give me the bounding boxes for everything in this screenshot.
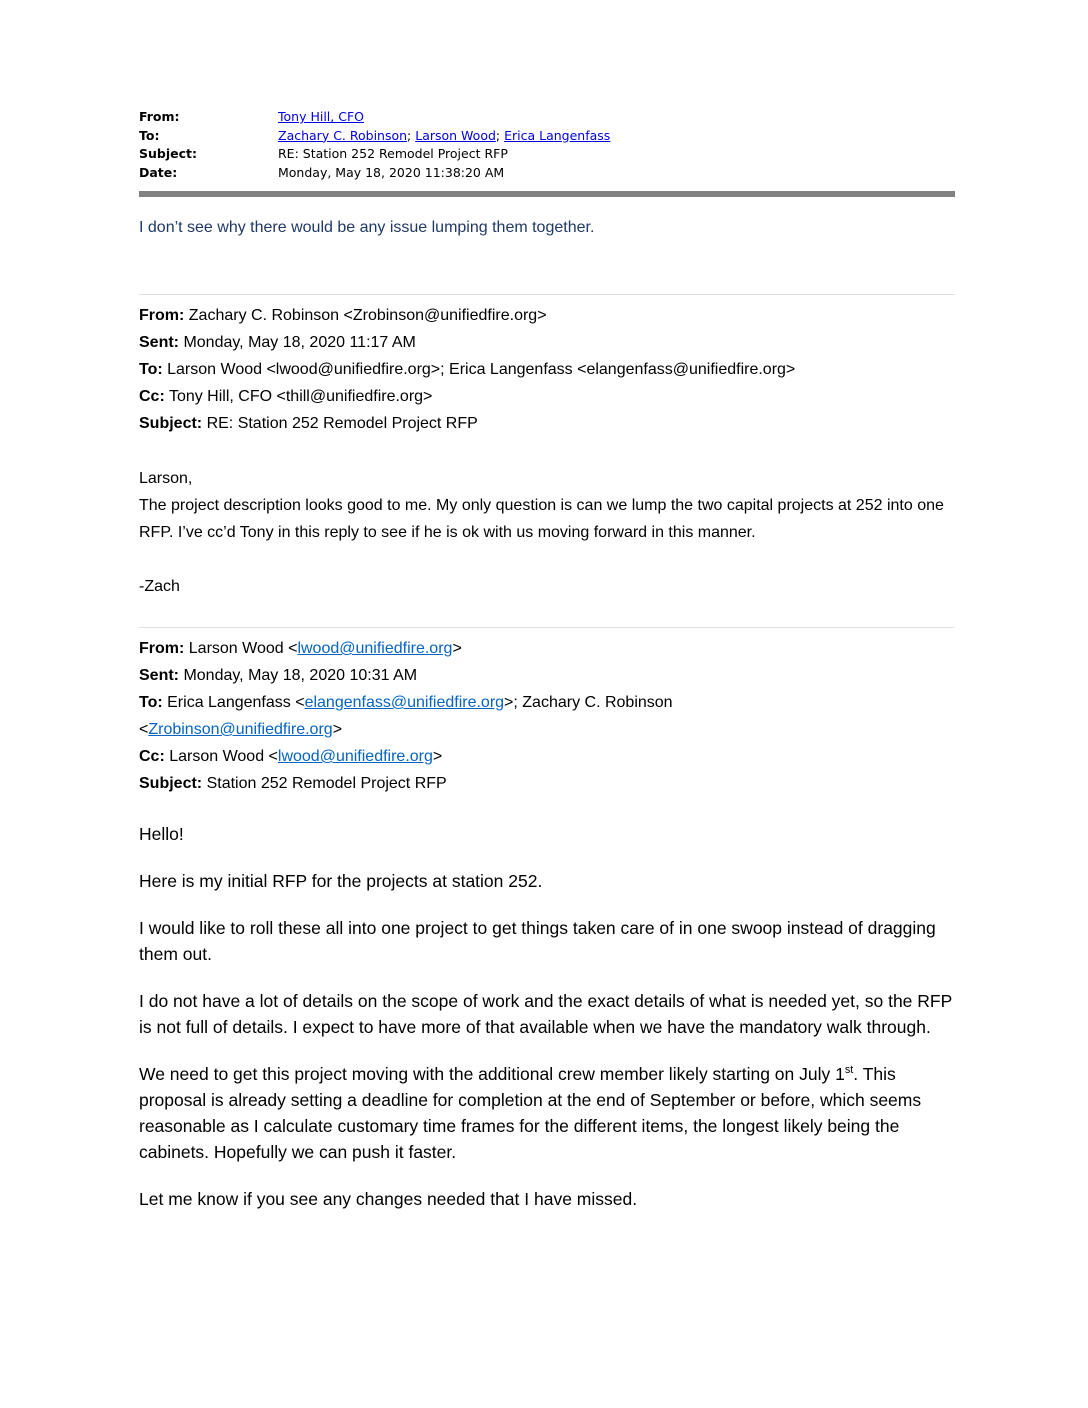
paragraph: I would like to roll these all into one project to get things taken care of in one swoop instead of dragging them out. — [139, 918, 936, 964]
from-label: From: — [139, 640, 185, 657]
to-post: > — [332, 721, 343, 738]
section-divider — [139, 627, 955, 628]
sent-value: Monday, May 18, 2020 11:17 AM — [179, 334, 416, 351]
cc-pre: Larson Wood < — [164, 748, 278, 765]
email2-from-line — [139, 302, 955, 329]
paragraph: Here is my initial RFP for the projects at station 252. — [139, 871, 543, 891]
subject-value: RE: Station 252 Remodel Project RFP — [202, 415, 478, 432]
email3-subject-line — [139, 770, 955, 797]
header-divider — [139, 191, 955, 197]
message-header — [139, 108, 955, 182]
recipient-separator: ; — [495, 127, 505, 143]
ordinal-superscript: st — [844, 1064, 854, 1077]
date-value: Monday, May 18, 2020 11:38:20 AM — [278, 164, 505, 180]
paragraph: I do not have a lot of details on the scope of work and the exact details of what is needed yet, so the RFP is not full of details. I expect to have more of that available when we have the mandatory walk through. — [139, 991, 952, 1037]
recipient-separator: ; — [407, 127, 416, 143]
email3-header — [139, 635, 955, 797]
paragraph-text: . This proposal is already setting a deadline for completion at the end of September or before, which seems reasonable as I calculate customary time frames for the different items, the longest likely being the cabinets. Hopefully we can push it faster. — [139, 1064, 922, 1162]
recipient-link-larson-wood[interactable]: Larson Wood — [415, 127, 496, 143]
cc-value: Tony Hill, CFO <thill@unifiedfire.org> — [164, 388, 433, 405]
paragraph — [139, 1061, 955, 1165]
header-field-date — [139, 164, 955, 183]
to-label: To: — [139, 361, 163, 378]
subject-value: RE: Station 252 Remodel Project RFP — [278, 146, 508, 161]
paragraph: Let me know if you see any changes needed that I have missed. — [139, 1189, 638, 1209]
from-label: From: — [139, 109, 180, 124]
to-wrap-pre: < — [139, 721, 149, 738]
sent-label: Sent: — [139, 667, 179, 684]
to-value: Larson Wood <lwood@unifiedfire.org>; Erica Langenfass <elangenfass@unifiedfire.org> — [162, 361, 796, 378]
subject-value: Station 252 Remodel Project RFP — [202, 775, 447, 792]
to-label: To: — [139, 694, 163, 711]
email2-header — [139, 302, 955, 437]
email3-body — [139, 821, 955, 1212]
email3-to-line — [139, 689, 955, 743]
cc-post: > — [432, 748, 443, 765]
from-label: From: — [139, 307, 185, 324]
from-post: > — [452, 640, 462, 657]
from-value — [278, 108, 364, 127]
header-field-from — [139, 108, 955, 127]
email3-cc-line — [139, 743, 955, 770]
email-link-lwood-cc[interactable]: lwood@unifiedfire.org — [277, 748, 433, 765]
sender-link-tony-hill[interactable]: Tony Hill, CFO — [278, 109, 364, 124]
email2-sent-line — [139, 329, 955, 356]
email-link-zrobinson[interactable]: Zrobinson@unifiedfire.org — [148, 721, 333, 738]
email2-body — [139, 465, 955, 600]
from-value: Zachary C. Robinson <Zrobinson@unifiedfire.org> — [184, 307, 547, 324]
salutation: Larson, — [139, 470, 193, 487]
to-mid: >; Zachary C. Robinson — [504, 694, 673, 711]
recipient-link-erica-langenfass[interactable]: Erica Langenfass — [504, 127, 611, 143]
email-link-lwood[interactable]: lwood@unifiedfire.org — [297, 640, 453, 657]
from-pre: Larson Wood < — [184, 640, 298, 657]
signature: -Zach — [139, 578, 180, 595]
subject-label: Subject: — [139, 146, 197, 161]
email2-to-line — [139, 356, 955, 383]
email3-sent-line — [139, 662, 955, 689]
paragraph-text: We need to get this project moving with the additional crew member likely starting on July 1 — [139, 1064, 845, 1084]
recipient-link-zachary-robinson[interactable]: Zachary C. Robinson — [278, 127, 408, 143]
cc-label: Cc: — [139, 748, 165, 765]
date-label: Date: — [139, 164, 178, 180]
reply-note: I don’t see why there would be any issue lumping them together. — [139, 219, 595, 236]
email2-cc-line — [139, 383, 955, 410]
cc-label: Cc: — [139, 388, 165, 405]
paragraph: The project description looks good to me. My only question is can we lump the two capital projects at 252 into one RFP. I’ve cc’d Tony in this reply to see if he is ok with us moving forward in this manner. — [139, 497, 944, 541]
header-field-to — [139, 127, 955, 146]
header-field-subject — [139, 145, 955, 164]
sent-value: Monday, May 18, 2020 10:31 AM — [179, 667, 418, 684]
section-divider — [139, 294, 955, 295]
email3-from-line — [139, 635, 955, 662]
subject-label: Subject: — [139, 415, 203, 432]
email-link-elangenfass[interactable]: elangenfass@unifiedfire.org — [304, 694, 505, 711]
to-pre: Erica Langenfass < — [162, 694, 305, 711]
to-value — [278, 127, 610, 146]
subject-label: Subject: — [139, 775, 203, 792]
sent-label: Sent: — [139, 334, 179, 351]
greeting: Hello! — [139, 824, 184, 844]
email2-subject-line — [139, 410, 955, 437]
to-label: To: — [139, 127, 160, 143]
